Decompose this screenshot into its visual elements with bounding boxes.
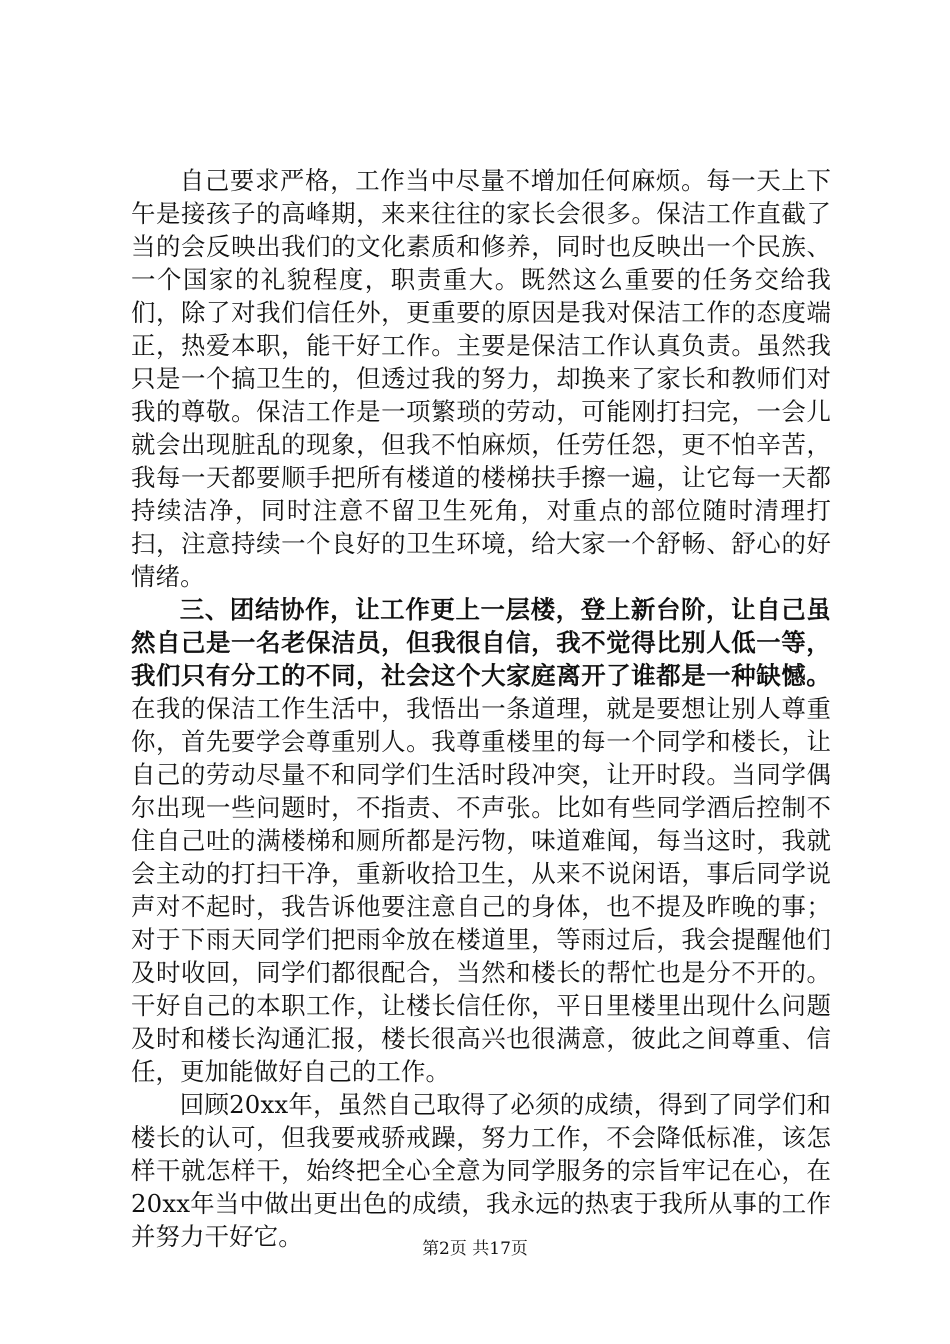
paragraph-review bbox=[131, 1088, 831, 1253]
section-heading-teamwork: 三、团结协作，让工作更上一层楼，登上新台阶，让自己虽然自己是一名老保洁员，但我很自信，我不觉得比别人低一等，我们只有分工的不同，社会这个大家庭离开了谁都是一种缺憾。 bbox=[131, 595, 831, 690]
paragraph-text: 回顾20xx年，虽然自己取得了必须的成绩，得到了同学们和楼长的认可，但我要戒骄戒躁，努力工作，不会降低标准，该怎样干就怎样干，始终把全心全意为同学服务的宗旨牢记在心，在20xx年当中做出更出色的成绩，我永远的热衷于我所从事的工作并努力干好它。 bbox=[131, 1090, 831, 1251]
paragraph-text: 自己要求严格，工作当中尽量不增加任何麻烦。每一天上下午是接孩子的高峰期，来来往往的家长会很多。保洁工作直截了当的会反映出我们的文化素质和修养，同时也反映出一个民族、一个国家的礼貌程度，职责重大。既然这么重要的任务交给我们，除了对我们信任外，更重要的原因是我对保洁工作的态度端正，热爱本职，能干好工作。主要是保洁工作认真负责。虽然我只是一个搞卫生的，但透过我的努力，却换来了家长和教师们对我的尊敬。保洁工作是一项繁琐的劳动，可能刚打扫完，一会儿就会出现脏乱的现象，但我不怕麻烦，任劳任怨，更不怕辛苦，我每一天都要顺手把所有楼道的楼梯扶手擦一遍，让它每一天都持续洁净，同时注意不留卫生死角，对重点的部位随时清理打扫，注意持续一个良好的卫生环境，给大家一个舒畅、舒心的好情绪。 bbox=[131, 166, 831, 591]
page-number-footer: 第2页 共17页 bbox=[422, 1239, 528, 1259]
paragraph-cleaning-duties bbox=[131, 164, 831, 593]
paragraph-teamwork bbox=[131, 593, 831, 1088]
document-body bbox=[131, 164, 831, 1253]
paragraph-text: 在我的保洁工作生活中，我悟出一条道理，就是要想让别人尊重你，首先要学会尊重别人。我尊重楼里的每一个同学和楼长，让自己的劳动尽量不和同学们生活时段冲突，让开时段。当同学偶尔出现一些问题时，不指责、不声张。比如有些同学酒后控制不住自己吐的满楼梯和厕所都是污物，味道难闻，每当这时，我就会主动的打扫干净，重新收拾卫生，从来不说闲语，事后同学说声对不起时，我告诉他要注意自己的身体，也不提及昨晚的事；对于下雨天同学们把雨伞放在楼道里，等雨过后，我会提醒他们及时收回，同学们都很配合，当然和楼长的帮忙也是分不开的。干好自己的本职工作，让楼长信任你，平日里楼里出现什么问题及时和楼长沟通汇报，楼长很高兴也很满意，彼此之间尊重、信任，更加能做好自己的工作。 bbox=[131, 694, 831, 1086]
